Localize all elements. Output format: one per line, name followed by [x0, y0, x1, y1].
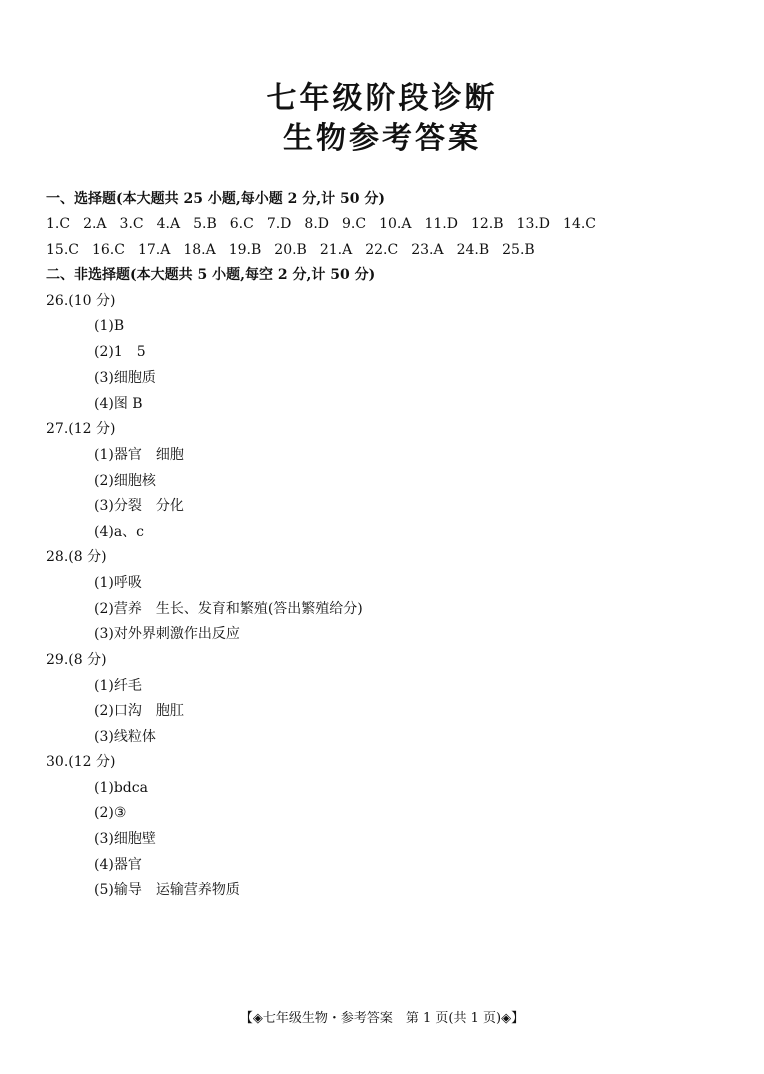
- section-heading-nonchoice: 二、非选择题(本大题共 5 小题,每空 2 分,计 50 分): [46, 267, 376, 283]
- page-title: 七年级阶段诊断: [266, 81, 498, 116]
- answer-30-3: (3)细胞壁: [94, 831, 156, 847]
- mc-answer: 5.B: [193, 216, 217, 232]
- answer-29-1: (1)纤毛: [94, 678, 142, 694]
- answer-26-1: (1)B: [94, 318, 125, 334]
- answer-27-4: (4)a、c: [94, 524, 145, 540]
- mc-answer: 4.A: [156, 216, 181, 232]
- answer-28-2: (2)营养 生长、发育和繁殖(答出繁殖给分): [94, 601, 363, 617]
- mc-answer: 21.A: [319, 242, 353, 258]
- mc-answer: 18.A: [183, 242, 216, 258]
- question-27-heading: 27.(12 分): [46, 421, 116, 437]
- mc-answer: 15.C: [46, 242, 79, 258]
- answer-30-2: (2)③: [94, 805, 127, 821]
- answer-27-3: (3)分裂 分化: [94, 498, 184, 514]
- mc-answer: 9.C: [342, 216, 367, 232]
- question-29-heading: 29.(8 分): [46, 652, 107, 668]
- answer-30-4: (4)器官: [94, 857, 142, 873]
- mc-answers-row-2: [46, 240, 548, 260]
- section-heading-choice: 一、选择题(本大题共 25 小题,每小题 2 分,计 50 分): [46, 191, 385, 207]
- mc-answer: 8.D: [304, 216, 330, 232]
- mc-answer: 22.C: [365, 242, 399, 258]
- answer-29-2: (2)口沟 胞肛: [94, 703, 184, 719]
- mc-answer: 7.D: [266, 216, 292, 232]
- question-30-heading: 30.(12 分): [46, 754, 116, 770]
- mc-answer: 23.A: [411, 242, 444, 258]
- answer-26-4: (4)图 B: [94, 396, 143, 412]
- mc-answer: 24.B: [456, 242, 490, 258]
- page-footer: 【◈七年级生物・参考答案 第 1 页(共 1 页)◈】: [239, 1011, 525, 1026]
- question-28-heading: 28.(8 分): [46, 549, 107, 565]
- mc-answer: 17.A: [137, 242, 171, 258]
- mc-answer: 19.B: [228, 242, 262, 258]
- answer-30-1: (1)bdca: [94, 780, 148, 796]
- mc-answer: 20.B: [274, 242, 307, 258]
- answer-30-5: (5)输导 运输营养物质: [94, 882, 240, 898]
- mc-answer: 1.C: [46, 216, 71, 232]
- mc-answer: 10.A: [379, 216, 412, 232]
- mc-answer: 11.D: [424, 216, 458, 232]
- mc-answers-row-1: [46, 214, 609, 234]
- mc-answer: 3.C: [119, 216, 144, 232]
- mc-answer: 13.D: [516, 216, 551, 232]
- mc-answer: 12.B: [470, 216, 504, 232]
- mc-answer: 6.C: [229, 216, 254, 232]
- page-subtitle: 生物参考答案: [283, 121, 481, 156]
- answer-26-3: (3)细胞质: [94, 370, 156, 386]
- answer-28-1: (1)呼吸: [94, 575, 142, 591]
- answer-27-1: (1)器官 细胞: [94, 447, 184, 463]
- mc-answer: 25.B: [502, 242, 535, 258]
- answer-29-3: (3)线粒体: [94, 729, 156, 745]
- question-26-heading: 26.(10 分): [46, 293, 116, 309]
- answer-28-3: (3)对外界刺激作出反应: [94, 626, 240, 642]
- answer-27-2: (2)细胞核: [94, 473, 156, 489]
- mc-answer: 2.A: [83, 216, 107, 232]
- mc-answer: 16.C: [91, 242, 125, 258]
- mc-answer: 14.C: [563, 216, 597, 232]
- answer-26-2: (2)1 5: [94, 344, 146, 360]
